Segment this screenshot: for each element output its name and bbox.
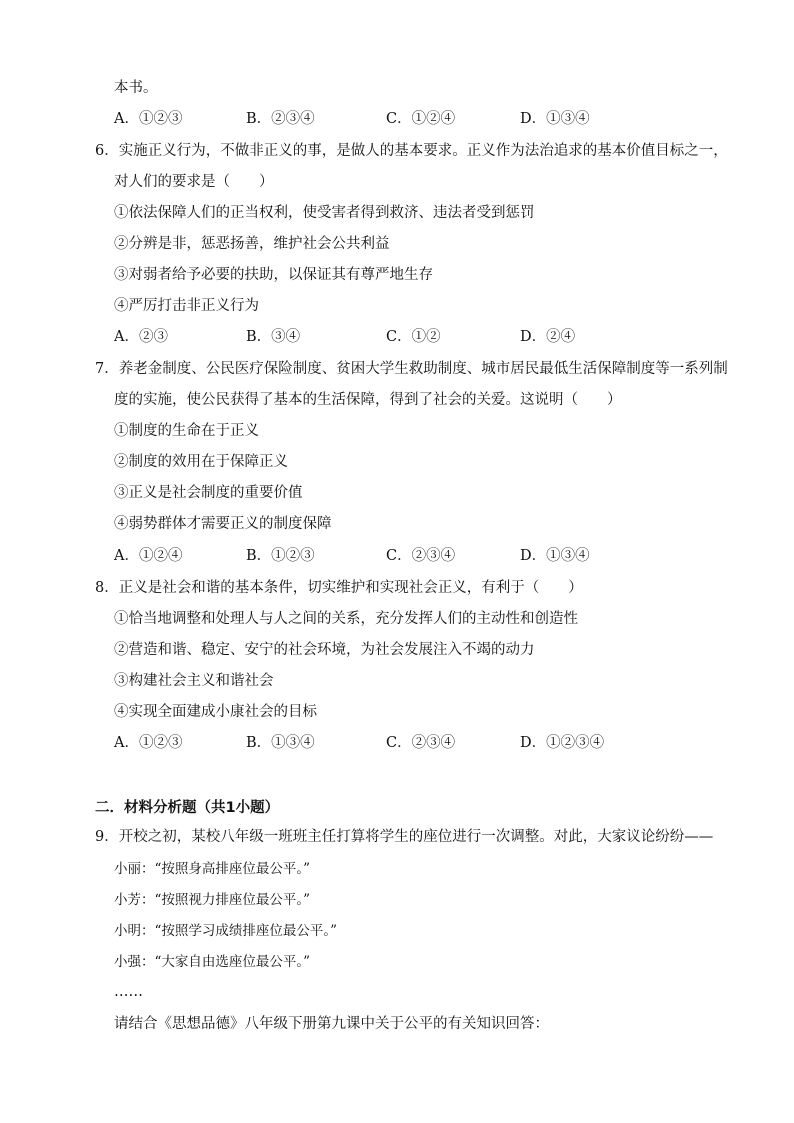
q8-option-a: A．①②③ [114,735,183,751]
q9-ellipsis: …… [114,984,143,1000]
q6-item-2: ②分辨是非，惩恶扬善，维护社会公共利益 [114,236,390,252]
q6-item-3: ③对弱者给予必要的扶助，以保证其有尊严地生存 [114,267,433,283]
q7-item-3: ③正义是社会制度的重要价值 [114,485,303,501]
q6-item-1: ①依法保障人们的正当权利，使受害者得到救济、违法者受到惩罚 [114,205,535,221]
q9-stem-line1: 9．开校之初，某校八年级一班班主任打算将学生的座位进行一次调整。对此，大家议论纷纷—— [95,829,714,845]
q9-dialog-4: 小强：“大家自由选座位最公平。” [114,954,311,970]
q6-option-a: A．②③ [114,329,168,345]
q5-option-d: D．①③④ [520,111,590,127]
q7-item-1: ①制度的生命在于正义 [114,423,259,439]
q8-option-b: B．①③④ [246,735,315,751]
q8-item-3: ③构建社会主义和谐社会 [114,673,274,689]
q7-stem-line1: 7．养老金制度、公民医疗保险制度、贫困大学生救助制度、城市居民最低生活保障制度等一系列制 [95,361,728,377]
q5-continuation: 本书。 [114,80,158,96]
q7-item-2: ②制度的效用在于保障正义 [114,454,288,470]
q7-option-b: B．①②③ [246,548,315,564]
q5-option-c: C．①②④ [386,111,456,127]
q6-option-c: C．①② [386,329,441,345]
q6-option-d: D．②④ [520,329,576,345]
q7-option-d: D．①③④ [520,548,590,564]
q9-prompt: 请结合《思想品德》八年级下册第九课中关于公平的有关知识回答： [114,1016,549,1032]
q8-item-4: ④实现全面建成小康社会的目标 [114,704,317,720]
q6-stem-line2: 对人们的要求是（ ） [114,174,274,190]
q5-option-a: A．①②③ [114,111,183,127]
q7-item-4: ④弱势群体才需要正义的制度保障 [114,516,332,532]
q9-dialog-3: 小明：“按照学习成绩排座位最公平。” [114,923,338,939]
q8-option-d: D．①②③④ [520,735,605,751]
q9-dialog-2: 小芳：“按照视力排座位最公平。” [114,892,311,908]
q7-option-c: C．②③④ [386,548,456,564]
q8-item-2: ②营造和谐、稳定、安宁的社会环境，为社会发展注入不竭的动力 [114,642,535,658]
q9-dialog-1: 小丽：“按照身高排座位最公平。” [114,861,311,877]
q6-option-b: B．③④ [246,329,301,345]
q6-item-4: ④严厉打击非正义行为 [114,298,259,314]
q7-option-a: A．①②④ [114,548,183,564]
section-title: 二．材料分析题（共1小题） [95,800,280,816]
q7-stem-line2: 度的实施，使公民获得了基本的生活保障，得到了社会的关爱。这说明（ ） [114,392,622,408]
q8-item-1: ①恰当地调整和处理人与人之间的关系，充分发挥人们的主动性和创造性 [114,611,578,627]
q8-stem-line1: 8．正义是社会和谐的基本条件，切实维护和实现社会正义，有利于（ ） [95,580,583,596]
q6-stem-line1: 6．实施正义行为，不做非正义的事，是做人的基本要求。正义作为法治追求的基本价值目标之一， [95,143,728,159]
q8-option-c: C．②③④ [386,735,456,751]
q5-option-b: B．②③④ [246,111,315,127]
